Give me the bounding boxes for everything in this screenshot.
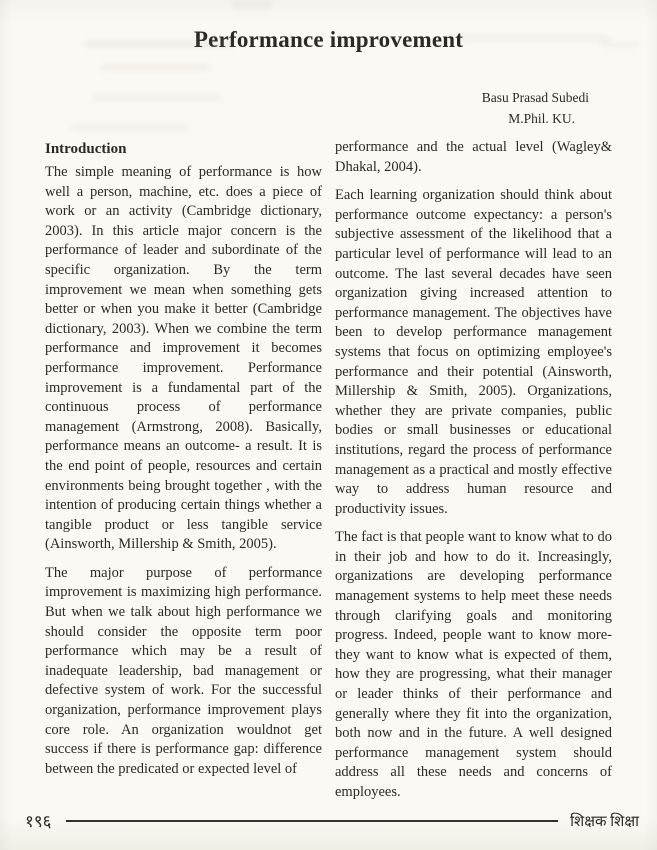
paragraph: performance and the actual level (Wagley& Dhakal, 2004). [335,139,612,175]
section-heading-introduction: Introduction [45,141,127,157]
author-block [482,87,589,129]
right-column [335,138,612,812]
scan-artifact [232,2,272,8]
paragraph: Each learning organization should think about performance outcome expectancy: a person's subjective assessment of the likelihood that a particular level of performance will lead to an outcome. The last several decades have seen organization giving increased attention to performance management. The objectives have been to develop performance management systems that focus on optimizing employee's performance and their potential (Ainsworth, Millership & Smith, 2005). Organizations, whether they are private companies, public bodies or small businesses or educational institutions, regard the process of performance management as a practical and mostly effective way to address human resource and productivity issues. [335,187,612,517]
footer-rule [66,820,559,822]
scan-artifact [92,94,222,101]
author-name: Basu Prasad Subedi [481,90,589,105]
scan-artifact [70,124,190,131]
article-body [45,138,612,812]
footer-page-number: १९६ [25,812,52,831]
page-footer [25,809,639,832]
paragraph: The simple meaning of performance is how well a person, machine, etc. does a piece of work or an activity (Cambridge dictionary, 2003). In this article major concern is the performance of leader and subordinate of the specific organization. By the term improvement we mean when something gets better or when you make it better (Cambridge dictionary, 2003). When we combine the term performance and improvement it becomes performance improvement. Performance improvement is a fundamental part of the continuous process of performance management (Armstrong, 2008). Basically, performance means an outcome- a result. It is the end point of people, resources and certain environments being brought together , with the intention of producing certain things whether a tangible product or less tangible service (Ainsworth, Millership & Smith, 2005). [45,164,322,553]
paragraph: The fact is that people want to know what to do in their job and how to do it. Increasingly, organizations are developing performance management systems to help meet these needs through clarifying goals and monitoring progress. Indeed, people want to know more- they want to know what is expected of them, how they are progressing, what their manager or leader thinks of their performance and generally where they fit into the organization, both now and in the future. A well designed performance management system should address all these needs and concerns of employees. [335,529,612,800]
footer-journal-name: शिक्षक शिक्षा [570,813,639,830]
paragraph: The major purpose of performance improvement is maximizing high performance. But when we talk about high performance we should consider the opposite term poor performance which may be a result of inadequate leadership, bad management or defective system of work. For the successful organization, performance improvement plays core role. An organization wouldnot get success if there is performance gap: difference between the predicated or expected level of [45,564,322,777]
scan-artifact [100,64,210,71]
author-degree: M.Phil. KU. [508,111,575,126]
left-column [45,138,322,812]
page-title: Performance improvement [193,27,464,52]
